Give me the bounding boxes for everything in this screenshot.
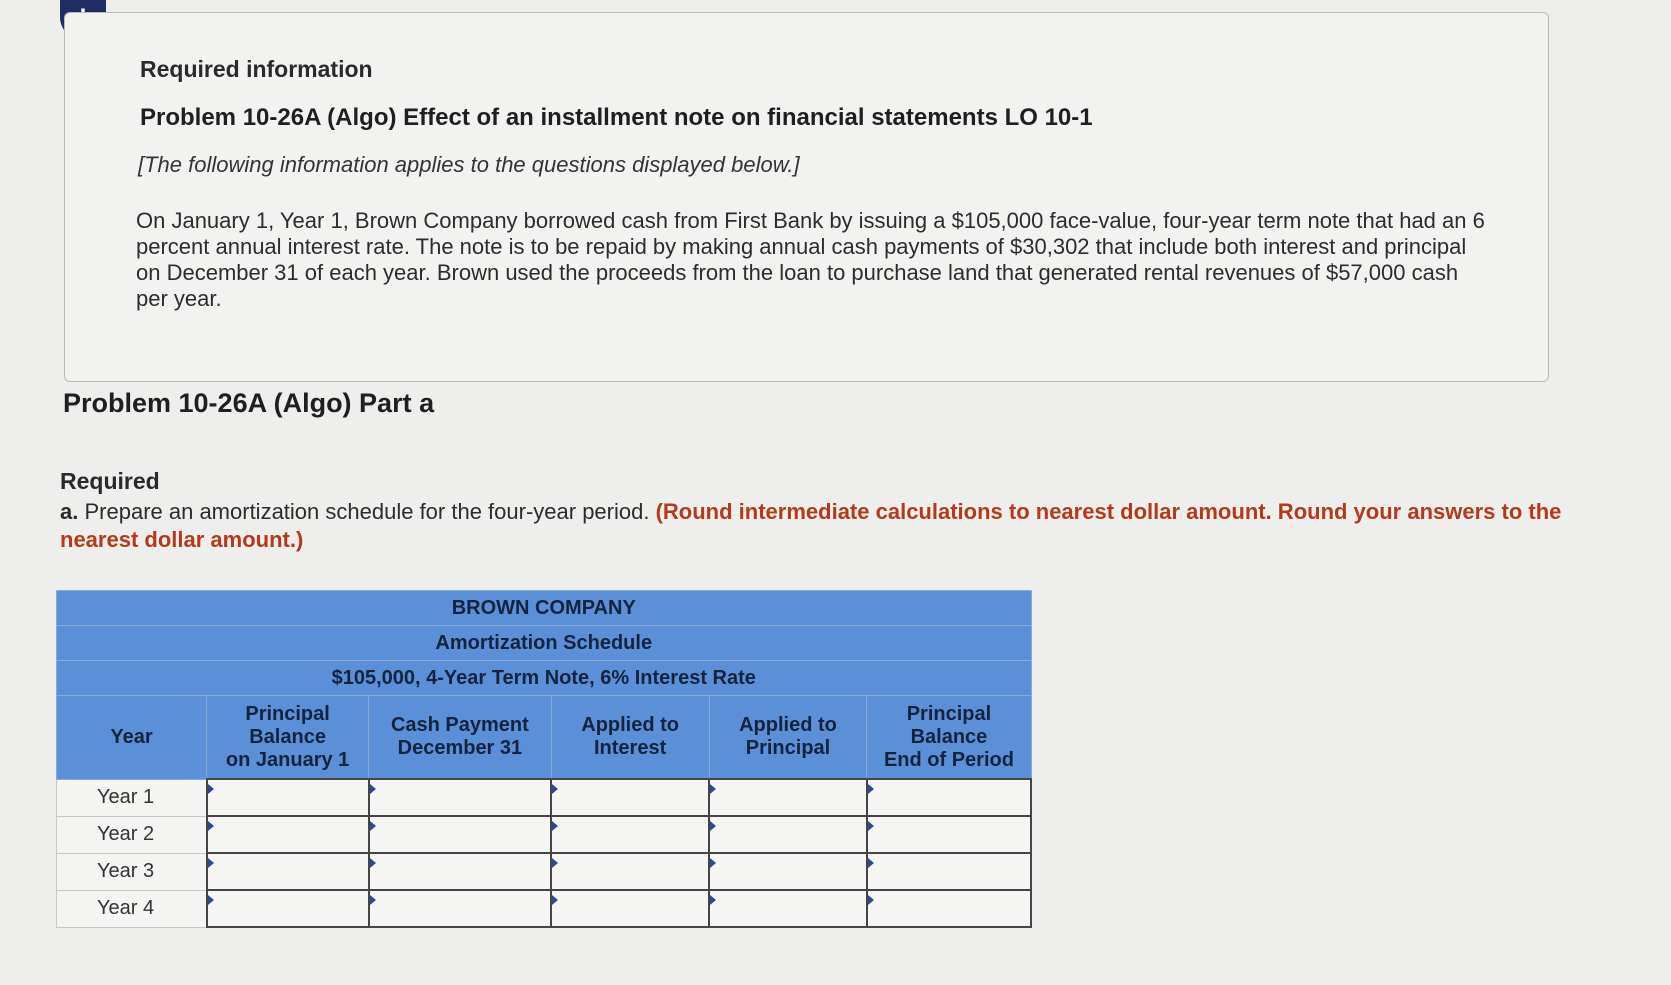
principal-begin-input[interactable] bbox=[207, 890, 369, 927]
required-label: Required bbox=[60, 468, 160, 494]
cash-payment-input[interactable] bbox=[369, 853, 552, 890]
header-principal-balance-end: Principal Balance End of Period bbox=[867, 696, 1031, 780]
problem-title: Problem 10-26A (Algo) Effect of an installment note on financial statements LO 10-1 bbox=[140, 104, 1093, 131]
principal-applied-input[interactable] bbox=[709, 890, 867, 927]
cash-payment-input[interactable] bbox=[369, 779, 552, 816]
interest-input[interactable] bbox=[551, 779, 709, 816]
interest-input[interactable] bbox=[551, 816, 709, 853]
instruction-text: Prepare an amortization schedule for the four-year period. bbox=[84, 499, 650, 524]
header-year: Year bbox=[57, 696, 207, 780]
interest-input[interactable] bbox=[551, 853, 709, 890]
company-name: BROWN COMPANY bbox=[57, 591, 1032, 626]
amortization-schedule-table bbox=[56, 590, 1032, 928]
header-principal-balance-jan1: Principal Balance on January 1 bbox=[207, 696, 369, 780]
year-label: Year 1 bbox=[57, 779, 207, 816]
table-row bbox=[57, 779, 1032, 816]
principal-applied-input[interactable] bbox=[709, 816, 867, 853]
principal-begin-input[interactable] bbox=[207, 853, 369, 890]
principal-begin-input[interactable] bbox=[207, 816, 369, 853]
principal-end-input[interactable] bbox=[867, 779, 1031, 816]
interest-input[interactable] bbox=[551, 890, 709, 927]
header-applied-interest: Applied to Interest bbox=[551, 696, 709, 780]
header-applied-principal: Applied to Principal bbox=[709, 696, 867, 780]
rounding-instruction: (Round intermediate calculations to nearest dollar amount. Round your answers to the nearest dollar amount.) bbox=[60, 499, 1562, 552]
principal-end-input[interactable] bbox=[867, 890, 1031, 927]
table-row bbox=[57, 853, 1032, 890]
principal-applied-input[interactable] bbox=[709, 853, 867, 890]
schedule-name: Amortization Schedule bbox=[57, 626, 1032, 661]
principal-applied-input[interactable] bbox=[709, 779, 867, 816]
problem-description: On January 1, Year 1, Brown Company borrowed cash from First Bank by issuing a $105,000 face-value, four-year term note that had an 6 percent annual interest rate. The note is to be repaid by making annual cash payments of $30,302 that include both interest and principal on December 31 of each year. Brown used the proceeds from the loan to purchase land that generated rental revenues of $57,000 cash per year. bbox=[136, 208, 1485, 311]
cash-payment-input[interactable] bbox=[369, 816, 552, 853]
year-label: Year 4 bbox=[57, 890, 207, 927]
applies-note: [The following information applies to the questions displayed below.] bbox=[138, 152, 800, 177]
principal-begin-input[interactable] bbox=[207, 779, 369, 816]
table-row bbox=[57, 890, 1032, 927]
info-title: Required information bbox=[140, 56, 373, 82]
principal-end-input[interactable] bbox=[867, 853, 1031, 890]
principal-end-input[interactable] bbox=[867, 816, 1031, 853]
instruction-label: a. bbox=[60, 499, 79, 524]
header-cash-payment: Cash Payment December 31 bbox=[369, 696, 552, 780]
year-label: Year 3 bbox=[57, 853, 207, 890]
part-title: Problem 10-26A (Algo) Part a bbox=[63, 388, 435, 418]
table-row bbox=[57, 816, 1032, 853]
cash-payment-input[interactable] bbox=[369, 890, 552, 927]
year-label: Year 2 bbox=[57, 816, 207, 853]
schedule-subtitle: $105,000, 4-Year Term Note, 6% Interest Rate bbox=[57, 661, 1032, 696]
instruction bbox=[60, 498, 1580, 554]
